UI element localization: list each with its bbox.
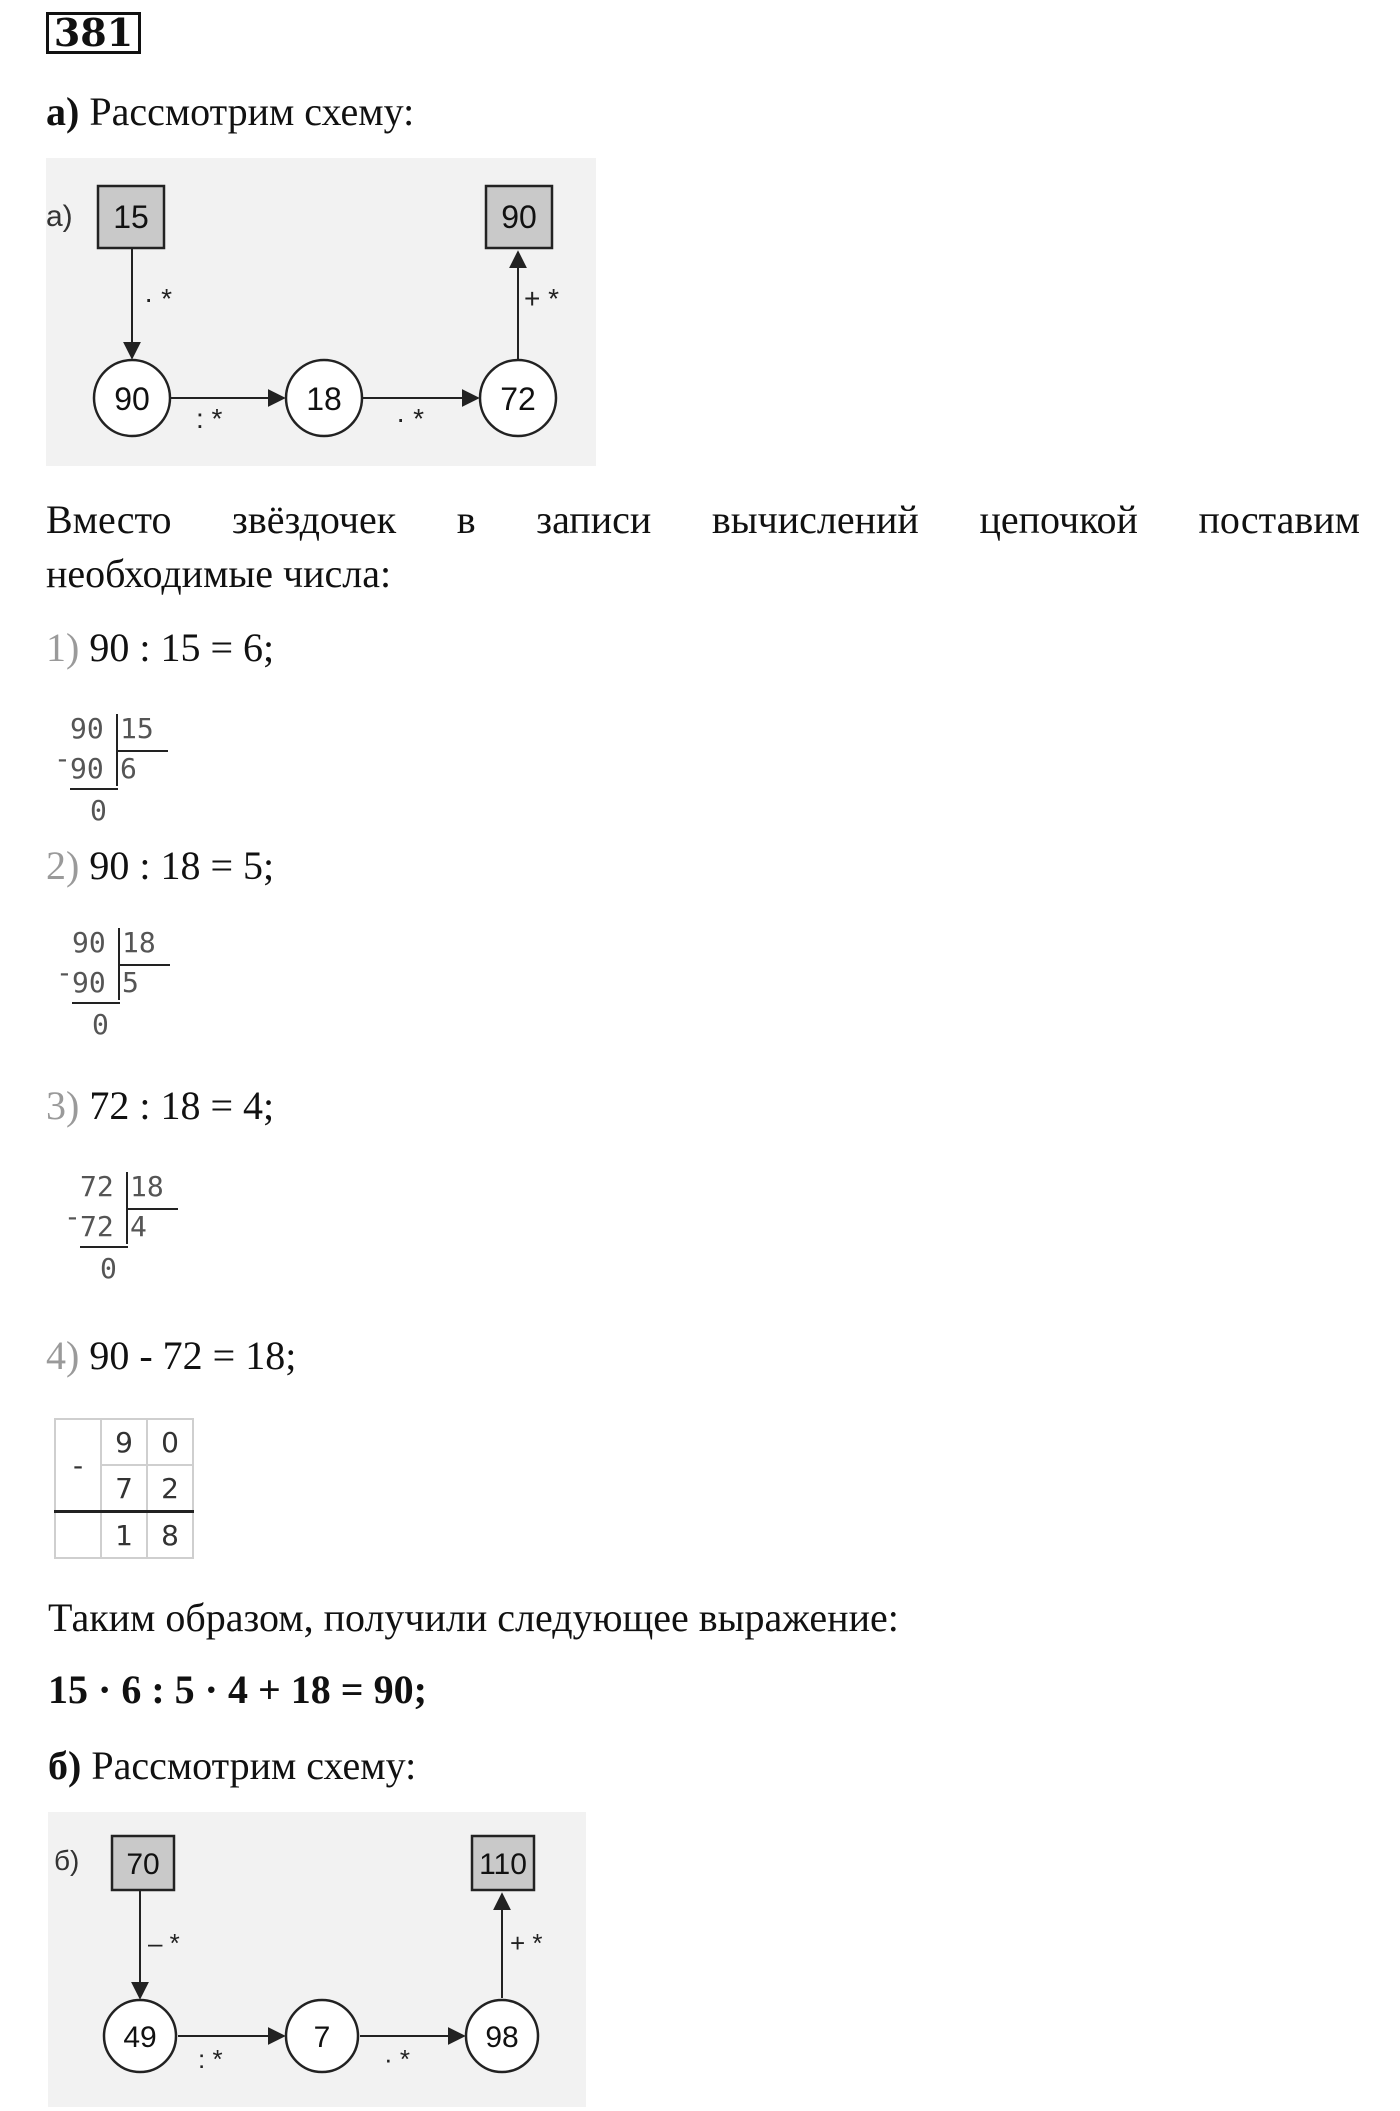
part-b-heading bbox=[48, 1742, 416, 1790]
word: Вместо bbox=[46, 497, 172, 542]
scheme-b-end-value: 110 bbox=[479, 1848, 527, 1881]
scheme-b-diagram bbox=[48, 1812, 586, 2107]
word: поставим bbox=[1198, 497, 1360, 542]
quotient: 4 bbox=[130, 1210, 147, 1243]
conclusion-text: Таким образом, получили следующее выражение: bbox=[48, 1595, 899, 1640]
part-a-label: а) bbox=[46, 89, 80, 134]
part-b-label: б) bbox=[48, 1743, 82, 1788]
word: в bbox=[456, 497, 476, 542]
step-3-expression: 72 : 18 = 4; bbox=[79, 1083, 275, 1128]
scheme-b-op-2: : * bbox=[198, 2044, 223, 2074]
digit-cell: 9 bbox=[101, 1419, 147, 1465]
step-3-number: 3) bbox=[46, 1083, 80, 1128]
scheme-b-op-1: – * bbox=[148, 1928, 180, 1958]
step-4 bbox=[46, 1332, 296, 1380]
step-1-number: 1) bbox=[46, 625, 80, 670]
step-2-expression: 90 : 18 = 5; bbox=[79, 843, 275, 888]
step-2-number: 2) bbox=[46, 843, 80, 888]
scheme-a-node-2-value: 18 bbox=[306, 381, 342, 417]
minus-cell: - bbox=[55, 1419, 101, 1512]
scheme-a-corner-label: а) bbox=[46, 200, 73, 233]
divisor: 18 bbox=[130, 1170, 164, 1203]
subtrahend: 90 bbox=[72, 966, 106, 999]
long-division-1 bbox=[54, 712, 174, 830]
step-2 bbox=[46, 842, 274, 890]
digit-cell: 2 bbox=[147, 1465, 193, 1512]
part-a-intro: Рассмотрим схему: bbox=[79, 89, 415, 134]
scheme-a-op-3: · * bbox=[396, 403, 424, 434]
remainder: 0 bbox=[90, 794, 107, 827]
step-3 bbox=[46, 1082, 274, 1130]
word: звёздочек bbox=[232, 497, 397, 542]
scheme-a-end-value: 90 bbox=[501, 199, 537, 235]
scheme-b-node-1-value: 49 bbox=[123, 2021, 157, 2054]
word: записи bbox=[536, 497, 652, 542]
scheme-b-node-3-value: 98 bbox=[485, 2021, 519, 2054]
scheme-b-op-3: · * bbox=[384, 2044, 410, 2074]
divisor: 15 bbox=[120, 712, 154, 745]
quotient: 6 bbox=[120, 752, 137, 785]
subtrahend: 90 bbox=[70, 752, 104, 785]
scheme-a-diagram bbox=[46, 158, 596, 466]
part-b-intro: Рассмотрим схему: bbox=[81, 1743, 417, 1788]
scheme-b-start-value: 70 bbox=[126, 1848, 160, 1881]
digit-cell: 8 bbox=[147, 1512, 193, 1559]
quotient: 5 bbox=[122, 966, 139, 999]
task-number-badge: 381 bbox=[46, 12, 141, 54]
dividend: 90 bbox=[70, 712, 104, 745]
column-subtraction-table bbox=[54, 1418, 194, 1559]
scheme-a-node-1-value: 90 bbox=[114, 381, 150, 417]
scheme-b-op-4: + * bbox=[510, 1928, 543, 1958]
scheme-b-corner-label: б) bbox=[54, 1845, 80, 1876]
scheme-b-node-2-value: 7 bbox=[313, 2021, 331, 2054]
subtrahend: 72 bbox=[80, 1210, 114, 1243]
step-1 bbox=[46, 624, 274, 672]
paragraph-line-1 bbox=[46, 494, 1360, 546]
remainder: 0 bbox=[92, 1008, 109, 1041]
minus-sign: - bbox=[64, 1200, 81, 1233]
remainder: 0 bbox=[100, 1252, 117, 1285]
scheme-a-start-value: 15 bbox=[113, 199, 149, 235]
part-a-heading bbox=[46, 88, 414, 136]
word: цепочкой bbox=[979, 497, 1138, 542]
long-division-3 bbox=[62, 1170, 182, 1288]
step-4-number: 4) bbox=[46, 1333, 80, 1378]
dividend: 90 bbox=[72, 926, 106, 959]
scheme-a-op-1: · * bbox=[144, 283, 172, 314]
minus-sign: - bbox=[56, 956, 73, 989]
minus-sign: - bbox=[54, 742, 71, 775]
scheme-a-node-3-value: 72 bbox=[500, 381, 536, 417]
divisor: 18 bbox=[122, 926, 156, 959]
paragraph-line-2: необходимые числа: bbox=[46, 551, 392, 596]
digit-cell: 1 bbox=[101, 1512, 147, 1559]
scheme-a-op-2: : * bbox=[196, 403, 223, 434]
result-expression: 15 · 6 : 5 · 4 + 18 = 90; bbox=[48, 1667, 427, 1712]
empty-cell bbox=[55, 1512, 101, 1559]
digit-cell: 7 bbox=[101, 1465, 147, 1512]
long-division-2 bbox=[54, 926, 174, 1044]
step-4-expression: 90 - 72 = 18; bbox=[79, 1333, 297, 1378]
scheme-a-op-4: + * bbox=[524, 283, 560, 314]
step-1-expression: 90 : 15 = 6; bbox=[79, 625, 275, 670]
word: вычислений bbox=[711, 497, 919, 542]
digit-cell: 0 bbox=[147, 1419, 193, 1465]
dividend: 72 bbox=[80, 1170, 114, 1203]
